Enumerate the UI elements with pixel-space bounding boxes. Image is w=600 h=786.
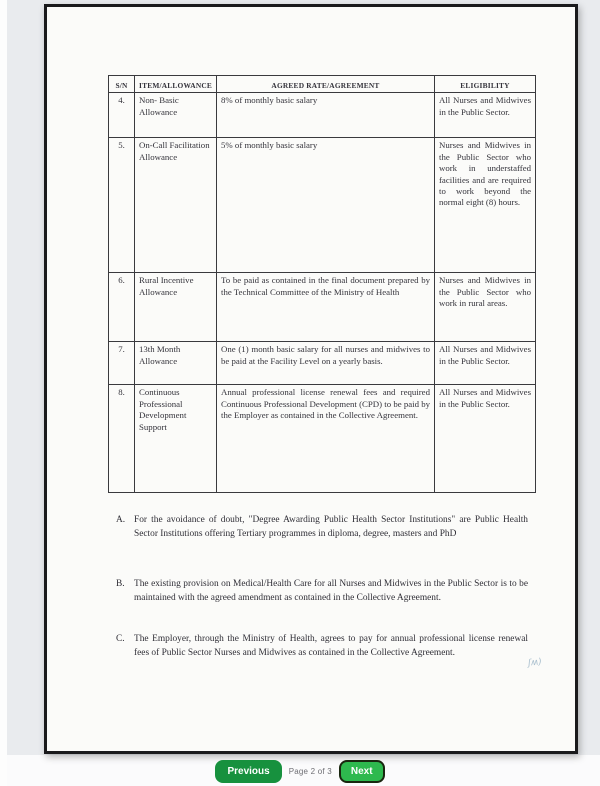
column-header-sn: S/N bbox=[109, 76, 135, 93]
table-row bbox=[109, 138, 536, 273]
note-a bbox=[116, 514, 528, 541]
table-row bbox=[109, 93, 536, 138]
cell-item-allowance: Non- Basic Allowance bbox=[135, 93, 217, 138]
cell-eligibility: Nurses and Midwives in the Public Sector who work in rural areas. bbox=[435, 273, 536, 342]
cell-agreed-rate: One (1) month basic salary for all nurses and midwives to be paid at the Facility Level on a yearly basis. bbox=[217, 342, 435, 385]
cell-serial-number: 6. bbox=[109, 273, 135, 342]
cell-agreed-rate: To be paid as contained in the final document prepared by the Technical Committee of the Ministry of Health bbox=[217, 273, 435, 342]
cell-serial-number: 7. bbox=[109, 342, 135, 385]
cell-serial-number: 4. bbox=[109, 93, 135, 138]
cell-agreed-rate: 5% of monthly basic salary bbox=[217, 138, 435, 273]
cell-eligibility: All Nurses and Midwives in the Public Sector. bbox=[435, 93, 536, 138]
column-header-item: ITEM/ALLOWANCE bbox=[135, 76, 217, 93]
next-button[interactable]: Next bbox=[339, 760, 385, 783]
note-b-text: The existing provision on Medical/Health Care for all Nurses and Midwives in the Public Sector is to be maintained with the agreed amendment as contained in the Collective Agreement. bbox=[134, 579, 528, 603]
cell-item-allowance: On-Call Facilitation Allowance bbox=[135, 138, 217, 273]
cell-eligibility: All Nurses and Midwives in the Public Sector. bbox=[435, 385, 536, 493]
allowance-table bbox=[108, 75, 536, 493]
page-indicator: Page 2 of 3 bbox=[288, 766, 332, 776]
note-c-text: The Employer, through the Ministry of Health, agrees to pay for annual professional license renewal fees of Public Sector Nurses and Midwives as contained in the Collective Agreement. bbox=[134, 634, 528, 658]
note-a-text: For the avoidance of doubt, "Degree Awarding Public Health Sector Institutions" are Public Health Sector Institutions offering Tertiary programmes in diploma, degree, masters and PhD bbox=[134, 515, 528, 539]
cell-item-allowance: Rural Incentive Allowance bbox=[135, 273, 217, 342]
note-b bbox=[116, 578, 528, 605]
column-header-eligibility: ELIGIBILITY bbox=[435, 76, 536, 93]
cell-eligibility: All Nurses and Midwives in the Public Sector. bbox=[435, 342, 536, 385]
photo-edge-strip bbox=[0, 0, 7, 786]
table-row bbox=[109, 342, 536, 385]
note-b-label: B. bbox=[116, 579, 125, 589]
note-c bbox=[116, 633, 528, 660]
scanned-document-page bbox=[44, 4, 578, 754]
table-row bbox=[109, 273, 536, 342]
cell-item-allowance: Continuous Professional Development Support bbox=[135, 385, 217, 493]
cell-serial-number: 5. bbox=[109, 138, 135, 273]
cell-eligibility: Nurses and Midwives in the Public Sector who work in understaffed facilities and are required to work beyond the normal eight (8) hours. bbox=[435, 138, 536, 273]
pagination-bar bbox=[0, 756, 600, 786]
handwritten-initials: ʃʍ) bbox=[527, 657, 543, 669]
table-body bbox=[109, 93, 536, 493]
note-a-label: A. bbox=[116, 515, 126, 525]
cell-agreed-rate: Annual professional license renewal fees and required Continuous Professional Development (CPD) to be paid by the Employer as contained in the Collective Agreement. bbox=[217, 385, 435, 493]
previous-button[interactable]: Previous bbox=[215, 760, 281, 783]
note-c-label: C. bbox=[116, 634, 125, 644]
cell-agreed-rate: 8% of monthly basic salary bbox=[217, 93, 435, 138]
table-header-row bbox=[109, 76, 536, 93]
cell-item-allowance: 13th Month Allowance bbox=[135, 342, 217, 385]
column-header-rate: AGREED RATE/AGREEMENT bbox=[217, 76, 435, 93]
cell-serial-number: 8. bbox=[109, 385, 135, 493]
table-row bbox=[109, 385, 536, 493]
